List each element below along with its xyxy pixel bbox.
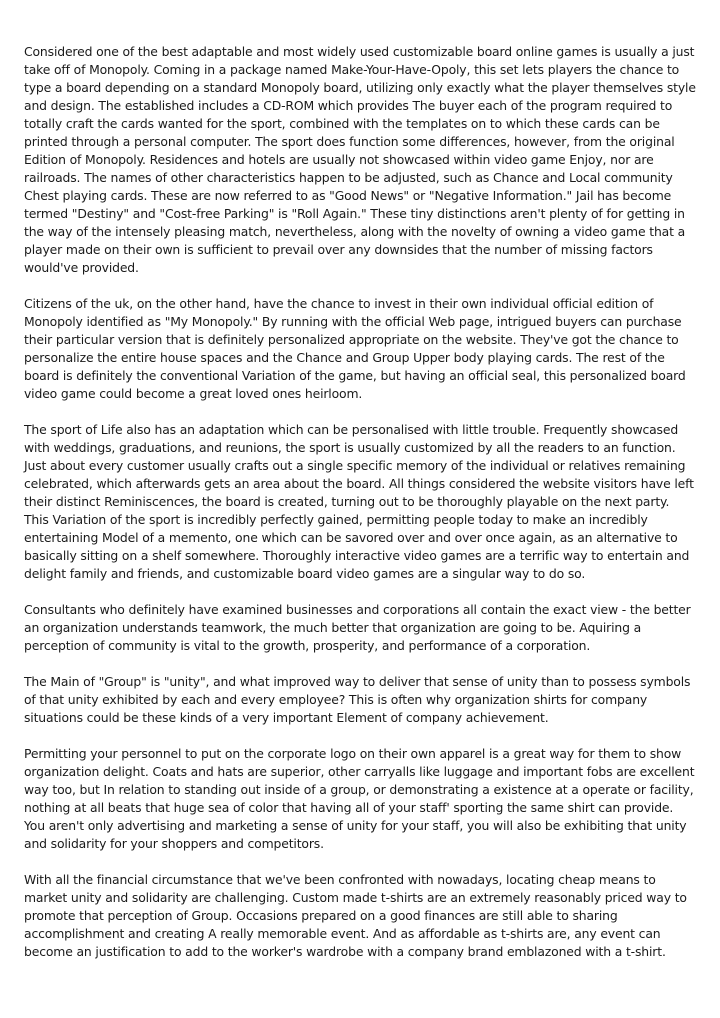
paragraph: Consultants who definitely have examined businesses and corporations all contain the exact view - the better an organization understands teamwork, the much better that organization are going to be. Aquiring a perception of community is vital to the growth, prosperity, and performance of a corporation. — [24, 602, 691, 653]
paragraph: The Main of "Group" is "unity", and what improved way to deliver that sense of unity than to possess symbols of that unity exhibited by each and every employee? This is often why organization shirts for company situations could be these kinds of a very important Element of company achievement. — [24, 674, 691, 725]
document-body — [24, 43, 696, 979]
paragraph: Permitting your personnel to put on the corporate logo on their own apparel is a great way for them to show organization delight. Coats and hats are superior, other carryalls like luggage and important fobs are excellent way too, but In relation to standing out inside of a group, or demonstrating a existence at a operate or facility, nothing at all beats that huge sea of color that having all of your staff' sporting the same shirt can provide. You aren't only advertising and marketing a sense of unity for your staff, you will also be exhibiting that unity and solidarity for your shoppers and competitors. — [24, 746, 695, 851]
paragraph: Citizens of the uk, on the other hand, have the chance to invest in their own individual official edition of Monopoly identified as "My Monopoly." By running with the official Web page, intrigued buyers can purchase their particular version that is definitely personalized appropriate on the website. They've got the chance to personalize the entire house spaces and the Chance and Group Upper body playing cards. The rest of the board is definitely the conventional Variation of the game, but having an official seal, this personalized board video game could become a great loved ones heirloom. — [24, 296, 686, 401]
paragraph: With all the financial circumstance that we've been confronted with nowadays, locating cheap means to market unity and solidarity are challenging. Custom made t-shirts are an extremely reasonably priced way to promote that perception of Group. Occasions prepared on a good finances are still able to sharing accomplishment and creating A really memorable event. And as affordable as t-shirts are, any event can become an justification to add to the worker's wardrobe with a company brand emblazoned with a t-shirt. — [24, 872, 687, 959]
paragraph: The sport of Life also has an adaptation which can be personalised with little trouble. Frequently showcased with weddings, graduations, and reunions, the sport is usually customized by all the readers to an function. Just about every customer usually crafts out a single specific memory of the individual or relatives remaining celebrated, which afterwards gets an area about the board. All things considered the website visitors have left their distinct Reminiscences, the board is created, turning out to be thoroughly playable on the next party. This Variation of the sport is incredibly perfectly gained, permitting people today to make an incredibly entertaining Model of a memento, one which can be savored over and over once again, as an alternative to basically sitting on a shelf somewhere. Thoroughly interactive video games are a terrific way to entertain and delight family and friends, and customizable board video games are a singular way to do so. — [24, 422, 694, 581]
paragraph: Considered one of the best adaptable and most widely used customizable board online games is usually a just take off of Monopoly. Coming in a package named Make-Your-Have-Opoly, this set lets players the chance to type a board depending on a standard Monopoly board, utilizing only exactly what the player themselves style and design. The established includes a CD-ROM which provides The buyer each of the program required to totally craft the cards wanted for the sport, combined with the templates on to which these cards can be printed through a personal computer. The sport does function some differences, however, from the original Edition of Monopoly. Residences and hotels are usually not showcased within video game Enjoy, nor are railroads. The names of other characteristics happen to be adjusted, such as Chance and Local community Chest playing cards. These are now referred to as "Good News" or "Negative Information." Jail has become termed "Destiny" and "Cost-free Parking" is "Roll Again." These tiny distinctions aren't plenty of for getting in the way of the intensely pleasing match, nevertheless, along with the novelty of owning a video game that a player made on their own is sufficient to prevail over any downsides that the number of missing factors would've provided. — [24, 44, 696, 275]
